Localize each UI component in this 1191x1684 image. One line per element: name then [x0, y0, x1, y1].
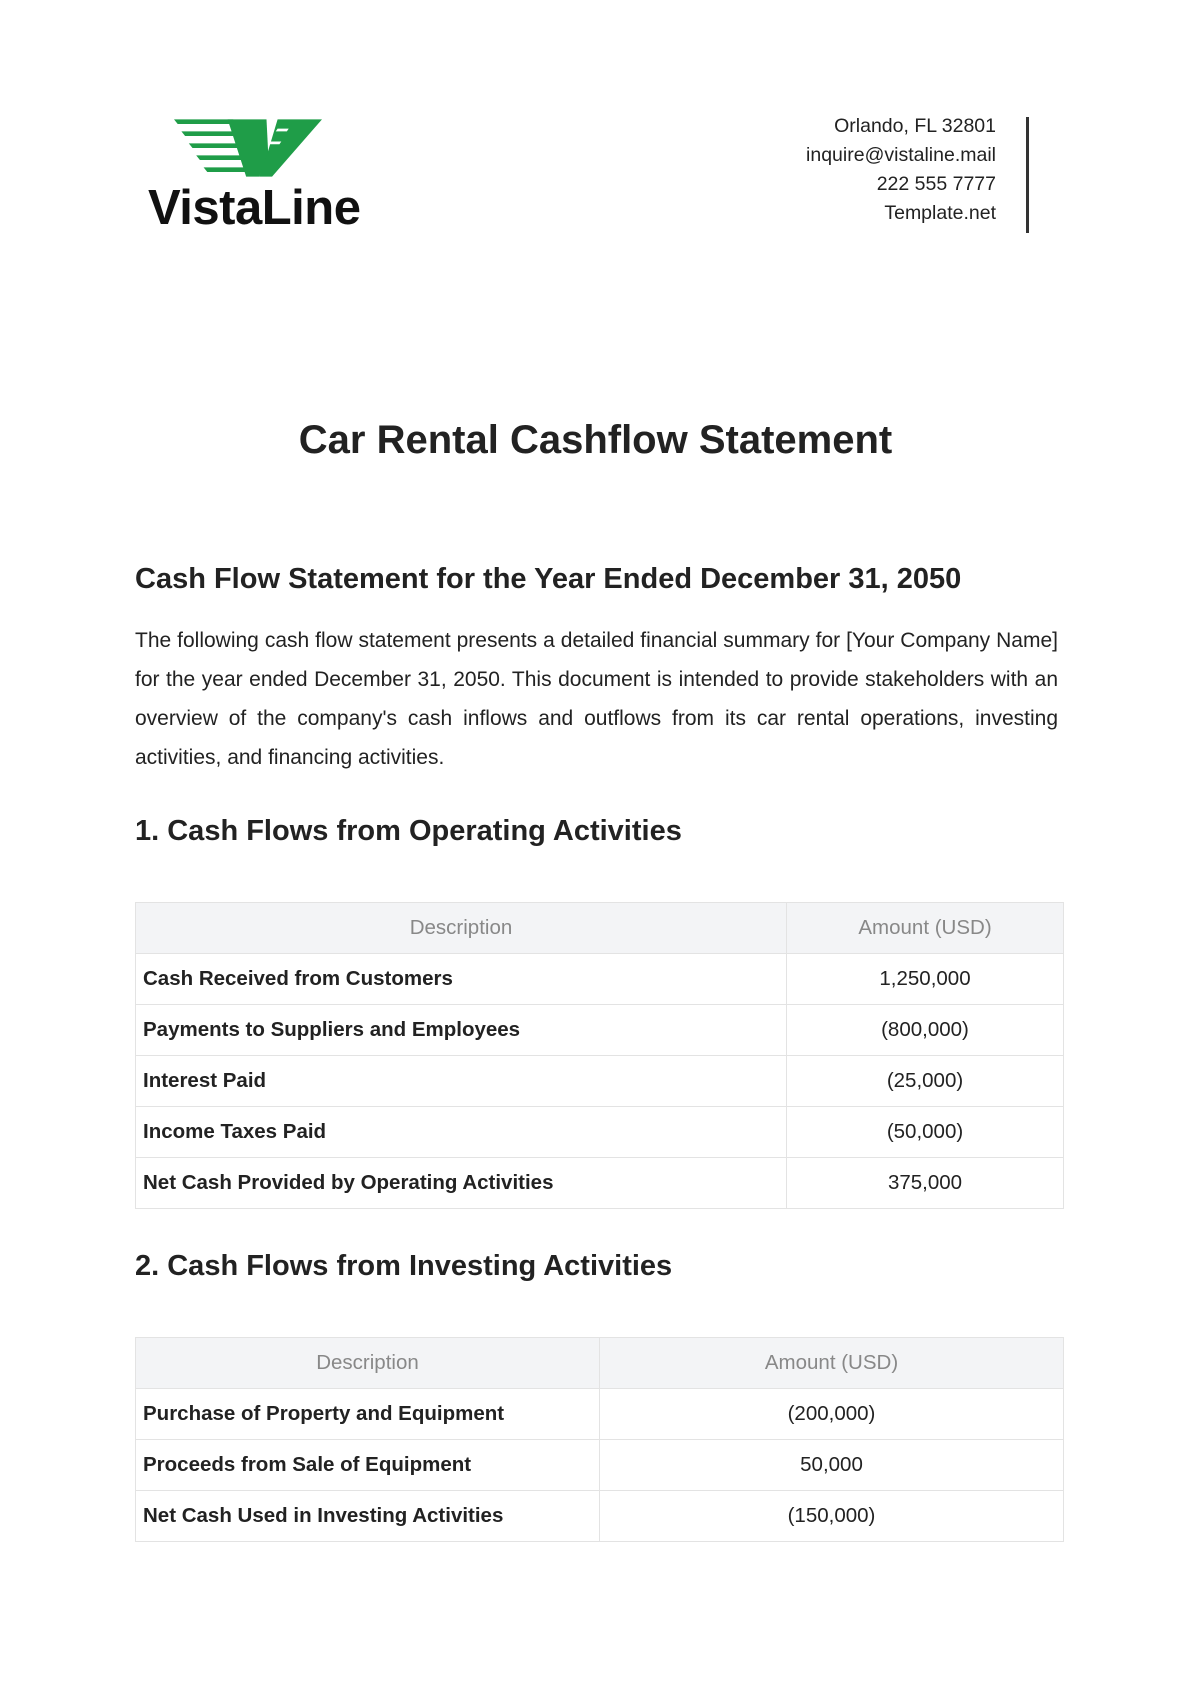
table-row — [136, 954, 1064, 1005]
row-amount: 1,250,000 — [787, 954, 1064, 1005]
table-row — [136, 1440, 1064, 1491]
table-row — [136, 1005, 1064, 1056]
row-description: Income Taxes Paid — [136, 1107, 787, 1158]
table-header-row — [136, 903, 1064, 954]
column-header: Description — [136, 1338, 600, 1389]
column-header: Amount (USD) — [600, 1338, 1064, 1389]
table-row — [136, 1389, 1064, 1440]
page-title: Car Rental Cashflow Statement — [298, 418, 893, 462]
row-description: Net Cash Provided by Operating Activities — [136, 1158, 787, 1209]
vistaline-logo-icon — [174, 119, 322, 177]
row-amount: (50,000) — [787, 1107, 1064, 1158]
operating-table — [135, 902, 1064, 1209]
contact-phone: 222 555 7777 — [876, 173, 996, 195]
table-row — [136, 1056, 1064, 1107]
row-amount: 375,000 — [787, 1158, 1064, 1209]
table-row — [136, 1491, 1064, 1542]
row-amount: (25,000) — [787, 1056, 1064, 1107]
contact-block — [806, 112, 996, 228]
column-header: Description — [136, 903, 787, 954]
row-description: Cash Received from Customers — [136, 954, 787, 1005]
investing-table — [135, 1337, 1064, 1542]
row-description: Purchase of Property and Equipment — [136, 1389, 600, 1440]
row-amount: (800,000) — [787, 1005, 1064, 1056]
contact-address: Orlando, FL 32801 — [834, 115, 996, 137]
brand-name: VistaLine — [148, 181, 361, 235]
row-description: Net Cash Used in Investing Activities — [136, 1491, 600, 1542]
contact-email: inquire@vistaline.mail — [806, 144, 996, 166]
intro-paragraph: The following cash flow statement presents a detailed financial summary for [Your Company Name] for the year ended December 31, 2050. This document is intended to provide stakeholders with an overview of the company's cash inflows and outflows from its car rental operations, investing activities, and financing activities. — [135, 629, 1058, 769]
table-row — [136, 1158, 1064, 1209]
row-description: Proceeds from Sale of Equipment — [136, 1440, 600, 1491]
operating-heading: 1. Cash Flows from Operating Activities — [135, 815, 682, 847]
row-description: Payments to Suppliers and Employees — [136, 1005, 787, 1056]
row-amount: 50,000 — [600, 1440, 1064, 1491]
investing-heading: 2. Cash Flows from Investing Activities — [135, 1250, 673, 1282]
table-row — [136, 1107, 1064, 1158]
contact-website: Template.net — [884, 202, 996, 224]
table-header-row — [136, 1338, 1064, 1389]
header-divider — [1026, 117, 1029, 233]
row-amount: (150,000) — [600, 1491, 1064, 1542]
intro-heading: Cash Flow Statement for the Year Ended December 31, 2050 — [135, 563, 962, 595]
row-amount: (200,000) — [600, 1389, 1064, 1440]
column-header: Amount (USD) — [787, 903, 1064, 954]
row-description: Interest Paid — [136, 1056, 787, 1107]
